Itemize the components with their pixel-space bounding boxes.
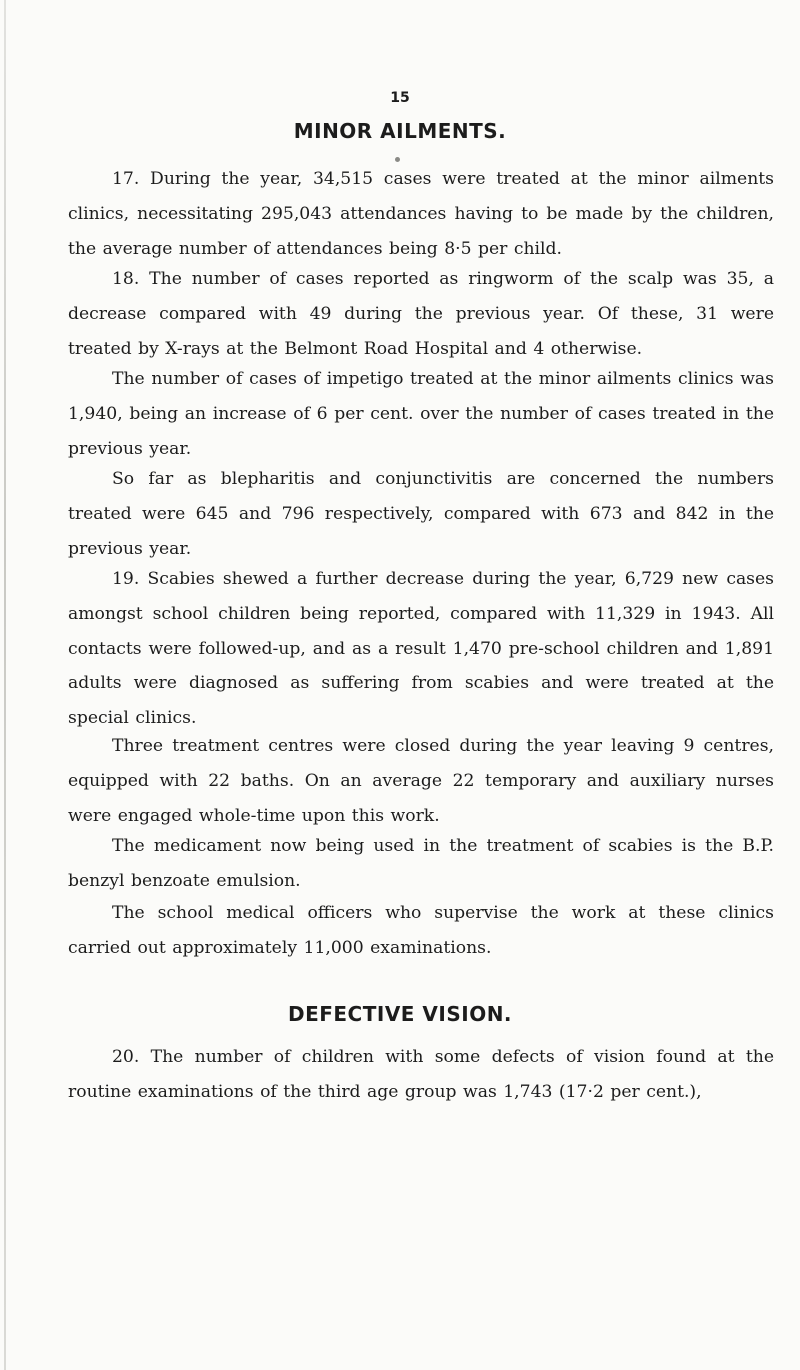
paragraph-medicament: The medicament now being used in the treatment of scabies is the B.P. benzyl benzoate emulsion. [68,836,774,891]
paragraph-impetigo: The number of cases of impetigo treated at the minor ailments clinics was 1,940, being an increase of 6 per cent. over the number of cases treated in the previous year. [68,369,774,459]
section-heading-defective-vision: DEFECTIVE VISION. [287,1002,513,1026]
section-heading-minor-ailments: MINOR AILMENTS. [293,119,507,143]
paragraph-blepharitis: So far as blepharitis and conjunctivitis are concerned the numbers treated were 645 and 796 respectively, compared with 673 and 842 in the previous year. [68,469,774,559]
paragraph-medical-officers: The school medical officers who supervise the work at these clinics carried out approximately 11,000 examinations. [68,903,774,958]
paragraph-treatment-centres: Three treatment centres were closed during the year leaving 9 centres, equipped with 22 baths. On an average 22 temporary and auxiliary nurses were engaged whole-time upon this work. [68,736,774,826]
paragraph-20-vision: 20. The number of children with some defects of vision found at the routine examinations of the third age group was 1,743 (17·2 per cent.), [68,1047,774,1102]
paragraph-19-scabies: 19. Scabies shewed a further decrease during the year, 6,729 new cases amongst school children being reported, compared with 11,329 in 1943. All contacts were followed-up, and as a result 1,470 pre-school children and 1,891 adults were diagnosed as suffering from scabies and were treated at the special clinics. [68,569,774,729]
paragraph-18-ringworm: 18. The number of cases reported as ringworm of the scalp was 35, a decrease compared with 49 during the previous year. Of these, 31 were treated by X-rays at the Belmont Road Hospital and 4 otherwise. [68,269,774,359]
page-number: 15 [390,90,410,106]
binding-edge [4,0,6,1370]
paragraph-17: 17. During the year, 34,515 cases were treated at the minor ailments clinics, necessitating 295,043 attendances having to be made by the children, the average number of attendances being 8·5 per child. [68,169,774,259]
